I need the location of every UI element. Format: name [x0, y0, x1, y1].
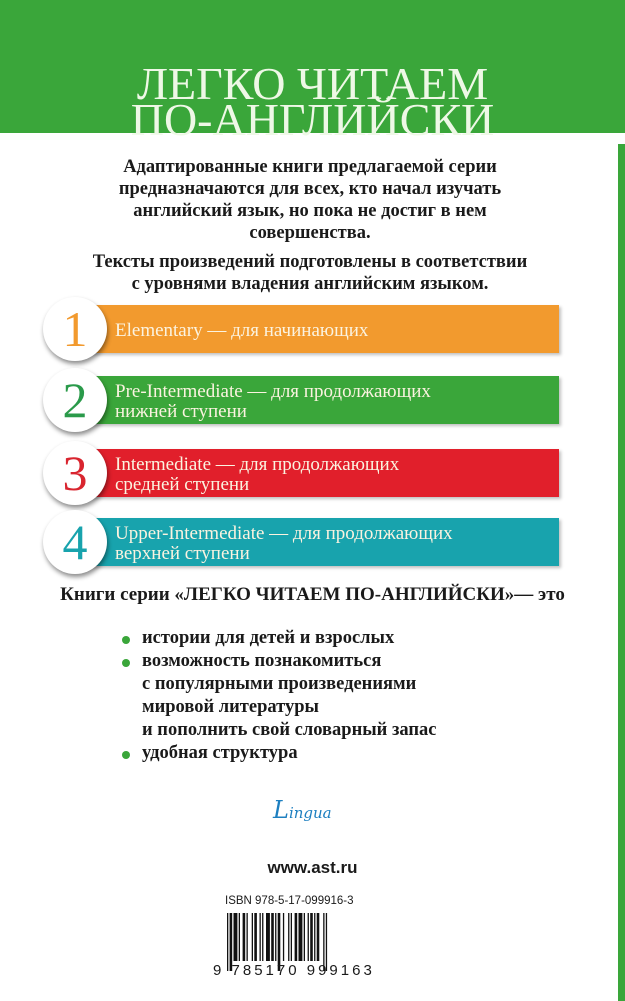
text-line: Тексты произведений подготовлены в соответствии — [92, 252, 528, 272]
feature-item — [122, 650, 437, 742]
level-text: Intermediate — для продолжающих — [115, 454, 400, 475]
level-text: Elementary — для начинающих — [115, 320, 369, 341]
text-line: предназначаются для всех, кто начал изучать — [118, 179, 502, 199]
text-line: Адаптированные книги предлагаемой серии — [123, 157, 497, 177]
level-text: Upper-Intermediate — для продолжающих — [115, 523, 453, 544]
text-line: совершенства. — [249, 223, 371, 243]
feature-text: с популярными произведениями — [142, 674, 417, 694]
barcode-bar — [288, 913, 289, 961]
level-number-badge: 2 — [43, 368, 107, 432]
barcode-bar — [314, 913, 315, 961]
level-number-badge: 4 — [43, 510, 107, 574]
series-line: Книги серии «ЛЕГКО ЧИТАЕМ ПО-АНГЛИЙСКИ»— это — [60, 584, 565, 605]
feature-text: возможность познакомиться — [142, 651, 382, 671]
level-text: Pre-Intermediate — для продолжающих — [115, 381, 431, 402]
barcode-bar — [299, 913, 303, 961]
feature-text: мировой литературы — [142, 697, 319, 717]
series-title-line1: ЛЕГКО ЧИТАЕМ — [136, 58, 489, 109]
barcode-bar — [266, 913, 270, 961]
barcode-bar — [252, 913, 253, 961]
text-line: английский язык, но пока не достиг в нем — [133, 201, 487, 221]
barcode-number: 9 785170 999163 — [213, 962, 375, 979]
bullet-dot-icon — [122, 659, 130, 667]
bullet-dot-icon — [122, 636, 130, 644]
feature-item — [122, 627, 437, 650]
series-title-line2: ПО-АНГЛИЙСКИ — [130, 94, 495, 145]
barcode-bar — [239, 913, 240, 961]
level-bar-3 — [83, 449, 559, 497]
intro-paragraph-2 — [40, 251, 580, 295]
barcode-bar — [271, 913, 274, 961]
level-bar-1 — [83, 305, 559, 353]
barcode-bar — [247, 913, 248, 961]
barcode-bar — [317, 913, 320, 961]
level-bar-2 — [83, 376, 559, 424]
publisher-url: www.ast.ru — [267, 858, 358, 877]
level-text: нижней ступени — [115, 401, 247, 422]
barcode-bar — [304, 913, 305, 961]
barcode-bar — [308, 913, 309, 961]
lingua-logo: Lingua — [273, 796, 332, 824]
feature-item — [122, 742, 437, 765]
level-text: средней ступени — [115, 474, 250, 495]
barcode-bar — [310, 913, 313, 961]
level-text: верхней ступени — [115, 543, 250, 564]
isbn: ISBN 978-5-17-099916-3 — [225, 895, 354, 907]
level-bar-4 — [83, 518, 559, 566]
barcode-bar — [262, 913, 263, 961]
header-band — [0, 0, 625, 145]
barcode-bar — [243, 913, 246, 961]
barcode-bar — [254, 913, 257, 961]
barcode-bar — [260, 913, 261, 961]
feature-text: истории для детей и взрослых — [142, 628, 395, 648]
bullet-dot-icon — [122, 751, 130, 759]
level-number-badge: 3 — [43, 441, 107, 505]
level-number-badge: 1 — [43, 297, 107, 361]
barcode-bar — [291, 913, 292, 961]
text-line: с уровнями владения английским языком. — [131, 274, 489, 294]
barcode-bar — [295, 913, 298, 961]
barcode-bar — [234, 913, 238, 961]
barcode-bar — [283, 913, 284, 961]
feature-text: и пополнить свой словарный запас — [142, 720, 437, 740]
barcode-bar — [275, 913, 276, 961]
features-list — [122, 627, 437, 765]
intro-paragraph-1 — [60, 156, 560, 244]
feature-text: удобная структура — [142, 743, 298, 763]
